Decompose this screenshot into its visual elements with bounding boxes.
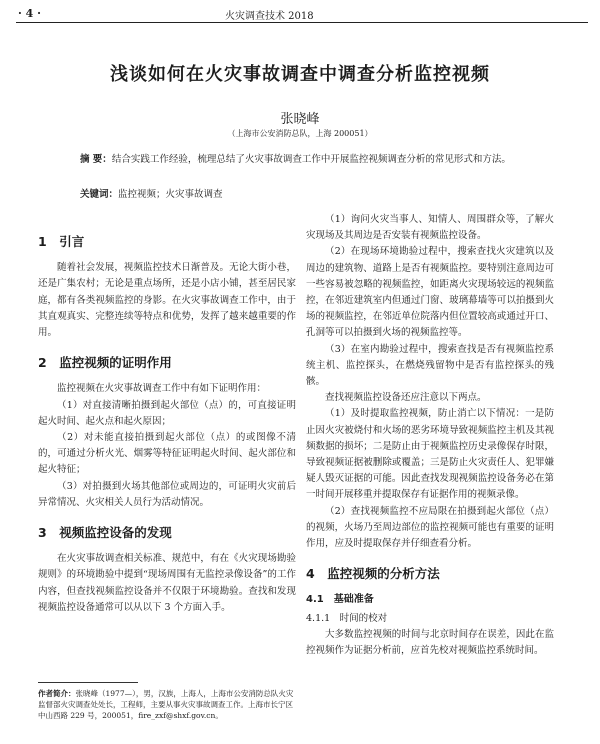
- right-column: [306, 212, 554, 659]
- abstract: [80, 152, 530, 167]
- left-column: [38, 212, 296, 616]
- paragraph: 监控视频在火灾事故调查工作中有如下证明作用：: [57, 383, 267, 395]
- paragraph: 查找视频监控设备还应注意以下两点。: [325, 392, 487, 404]
- keywords-text: 监控视频；火灾事故调查: [118, 189, 223, 200]
- keywords-label: 关键词：: [80, 189, 119, 200]
- abstract-text: 结合实践工作经验，梳理总结了火灾事故调查工作中开展监控视频调查分析的常见形式和方法。: [111, 154, 511, 165]
- journal-name: 火灾调查技术 2018: [225, 11, 314, 22]
- paragraph: （1）对直接清晰拍摄到起火部位（点）的，可直接证明起火时间、起火点和起火原因；: [38, 399, 296, 427]
- paragraph: （3）在室内勘验过程中，搜索查找是否有视频监控系统主机、监控探头，在燃烧残留物中是否有监控探头的残骸。: [306, 343, 554, 388]
- paragraph: 随着社会发展，视频监控技术日渐普及。无论大街小巷，还是广集农村；无论是重点场所，还是小店小铺，甚至居民家庭，都有各类视频监控的身影。在火灾事故调查工作中，由于其直观真实、完整连续等特点和优势，发挥了越来越重要的作用。: [38, 262, 296, 339]
- author-footnote: [38, 688, 296, 721]
- footnote-text: 张晓峰（1977—），男，汉族，上海人，上海市公安消防总队火灾监督部火灾调查处处长，工程师，主要从事火灾事故调查工作。上海市长宁区中山西路 229 号，200051，fire_zxf@shxf.gov.cn。: [38, 689, 294, 720]
- page-number: · 4 ·: [18, 7, 41, 20]
- author-name: 张晓峰: [280, 112, 320, 127]
- subsubsection-heading: 4.1.1 时间的校对: [306, 612, 388, 624]
- paragraph: （2）查找视频监控不应局限在拍摄到起火部位（点）的视频，火场乃至周边部位的监控视频可能也有重要的证明作用，应及时提取保存并仔细查看分析。: [306, 505, 554, 550]
- keywords: [80, 186, 530, 200]
- paragraph: （1）及时提取监控视频，防止消亡以下情况：一是防止因火灾被烧付和火场的恶劣环境导致视频监控主机及其视频数据的损坏；二是防止由于视频监控历史录像保存时限，导致视频证据被删除或覆盖；三是防止火灾责任人、犯罪嫌疑人毁灭证据的可能。因此查找发现视频监控设备务必在第一时间开展移重并提取保存有证据作用的视频录像。: [306, 408, 554, 501]
- paragraph: 大多数监控视频的时间与北京时间存在误差，因此在监控视频作为证据分析前，应首先校对视频监控系统时间。: [306, 628, 554, 657]
- footnote-label: 作者简介：: [38, 689, 76, 698]
- paragraph: （1）询问火灾当事人、知情人、周围群众等，了解火灾现场及其周边是否安装有视频监控设备。: [306, 214, 554, 242]
- paragraph: 在火灾事故调查相关标准、规范中，有在《火灾现场勘验规则》的环境勘验中提到“现场周围有无监控录像设备”的工作内容，但查找视频监控设备并不仅限于环境勘验。查找和发现视频监控设备通常可以从以下 3 个方面入手。: [38, 553, 296, 613]
- paragraph: （3）对拍摄到火场其他部位或周边的，可证明火灾前后异常情况、火灾相关人员行为活动情况。: [38, 480, 296, 508]
- article-title: 浅谈如何在火灾事故调查中调查分析监控视频: [110, 64, 490, 85]
- section-heading: 1 引言: [38, 234, 85, 249]
- header-rule: [16, 22, 588, 23]
- author-affiliation: （上海市公安消防总队，上海 200051）: [227, 129, 373, 138]
- section-heading: 4 监控视频的分析方法: [306, 566, 440, 582]
- section-heading: 2 监控视频的证明作用: [38, 355, 172, 371]
- running-header: [0, 0, 600, 24]
- paragraph: （2）在现场环境勘验过程中，搜索查找火灾建筑以及周边的建筑物、道路上是否有视频监控。要特别注意周边可一些容易被忽略的视频监控，如距离火灾现场较远的视频监控，在邻近建筑室内但通过门窗、玻璃幕墙等可以拍摄到火场的视频监控，在邻近单位院落内但位置较高或通过开口、孔洞等可以拍摄到火场的视频监控等。: [306, 246, 554, 339]
- abstract-label: 摘 要：: [80, 154, 112, 165]
- section-heading: 3 视频监控设备的发现: [38, 525, 172, 541]
- subsection-heading: 4.1 基础准备: [306, 594, 374, 606]
- paragraph: （2）对未能直接拍摄到起火部位（点）的或图像不清的，可通过分析火光、烟雾等特征证明起火时间、起火部位和起火特征；: [38, 432, 296, 476]
- footnote-rule: [38, 682, 138, 683]
